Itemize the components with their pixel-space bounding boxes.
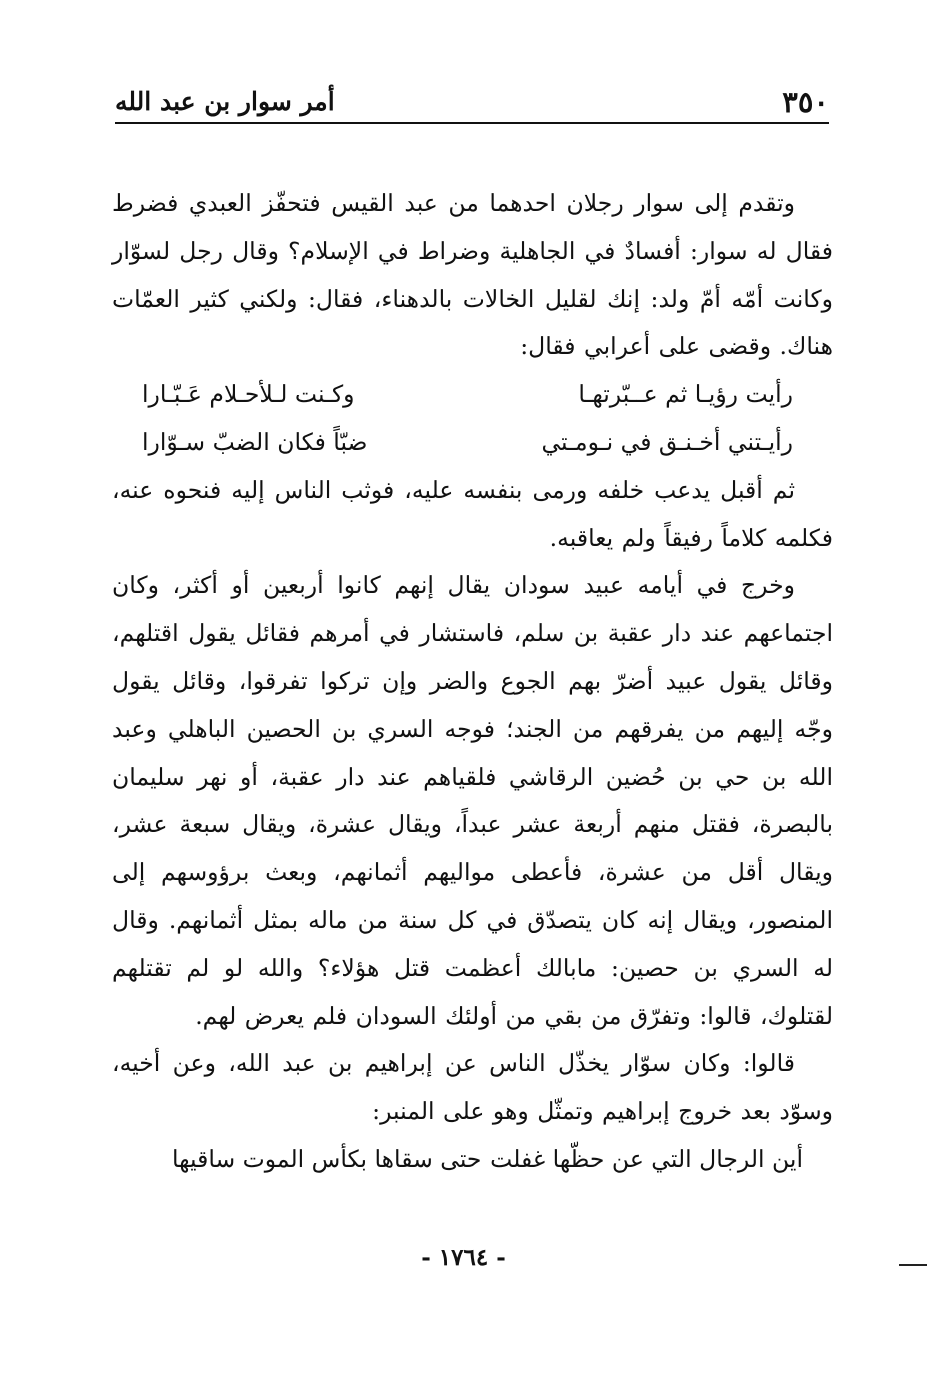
paragraph: قالوا: وكان سوّار يخذّل الناس عن إبراهيم بن عبد الله، وعن أخيه، وسوّد بعد خروج إبراهيم وتمثّل وهو على المنبر: — [112, 1049, 833, 1126]
verse-line — [112, 419, 833, 467]
body-text — [112, 180, 833, 1184]
verse-hemistich-first: رأيت رؤيـا ثم عــبّرتهـا — [578, 380, 793, 409]
verse-hemistich-second: ضبّاً فكان الضبّ سـوّارا — [142, 427, 368, 456]
paragraph: ثم أقبل يدعب خلفه ورمى بنفسه عليه، فوثب الناس إليه فنحوه عنه، فكلمه كلاماً رفيقاً ولم يعاقبه. — [112, 475, 833, 552]
paragraph: وخرج في أيامه عبيد سودان يقال إنهم كانوا أربعين أو أكثر، وكان اجتماعهم عند دار عقبة بن سلم، فاستشار في أمرهم فقائل يقول اقتلهم، وقائل يقول عبيد أضرّ بهم الجوع والضر وإن تركوا تفرقوا، وقائل يقول وجّه إليهم من يفرقهم من الجند؛ فوجه السري بن الحصين الباهلي وعبد الله بن حي بن حُضين الرقاشي فلقياهم عند دار عقبة، أو نهر سليمان بالبصرة، فقتل منهم أربعة عشر عبداً، ويقال عشرة، ويقال سبعة عشر، ويقال أقل من عشرة، فأعطى مواليهم أثمانهم، وبعث برؤوسهم إلى المنصور، ويقال إنه كان يتصدّق في كل سنة من ماله بمثل أثمانهم. وقال له السري بن حصين: مابالك أعظمت قتل هؤلاء؟ والله لو لم تقتلهم لقتلوك، قالوا: وتفرّق من بقي من أولئك السودان فلم يعرض لهم. — [112, 571, 833, 1030]
page-number: ٣٥٠ — [782, 85, 829, 119]
verse-hemistich-second: وكـنت لـلأحـلام عَـبّـارا — [142, 380, 355, 409]
verse-line — [112, 1136, 833, 1184]
verse-hemistich-second: حتى سقاها بكأس الموت ساقيها — [172, 1144, 482, 1173]
page-header — [115, 78, 829, 124]
running-title: أمر سوار بن عبد الله — [115, 87, 335, 116]
paragraph: وتقدم إلى سوار رجلان احدهما من عبد القيس فتحفّز العبدي فضرط فقال له سوار: أفسادٌ في الجاهلية وضراط في الإسلام؟ وقال رجل لسوّار وكانت أمّه أمّ ولد: إنك لقليل الخالات بالدهناء، فقال: ولكني كثير العمّات هناك. وقضى على أعرابي فقال: — [112, 189, 833, 361]
verse-hemistich-first: رأيـتني أخـنـق في نـومـتي — [541, 427, 793, 456]
verse-hemistich-first: أين الرجال التي عن حظّها غفلت — [490, 1144, 803, 1173]
page-footer-number: - ١٧٦٤ - — [421, 1244, 506, 1271]
margin-mark — [899, 1264, 927, 1266]
verse-line — [112, 371, 833, 419]
